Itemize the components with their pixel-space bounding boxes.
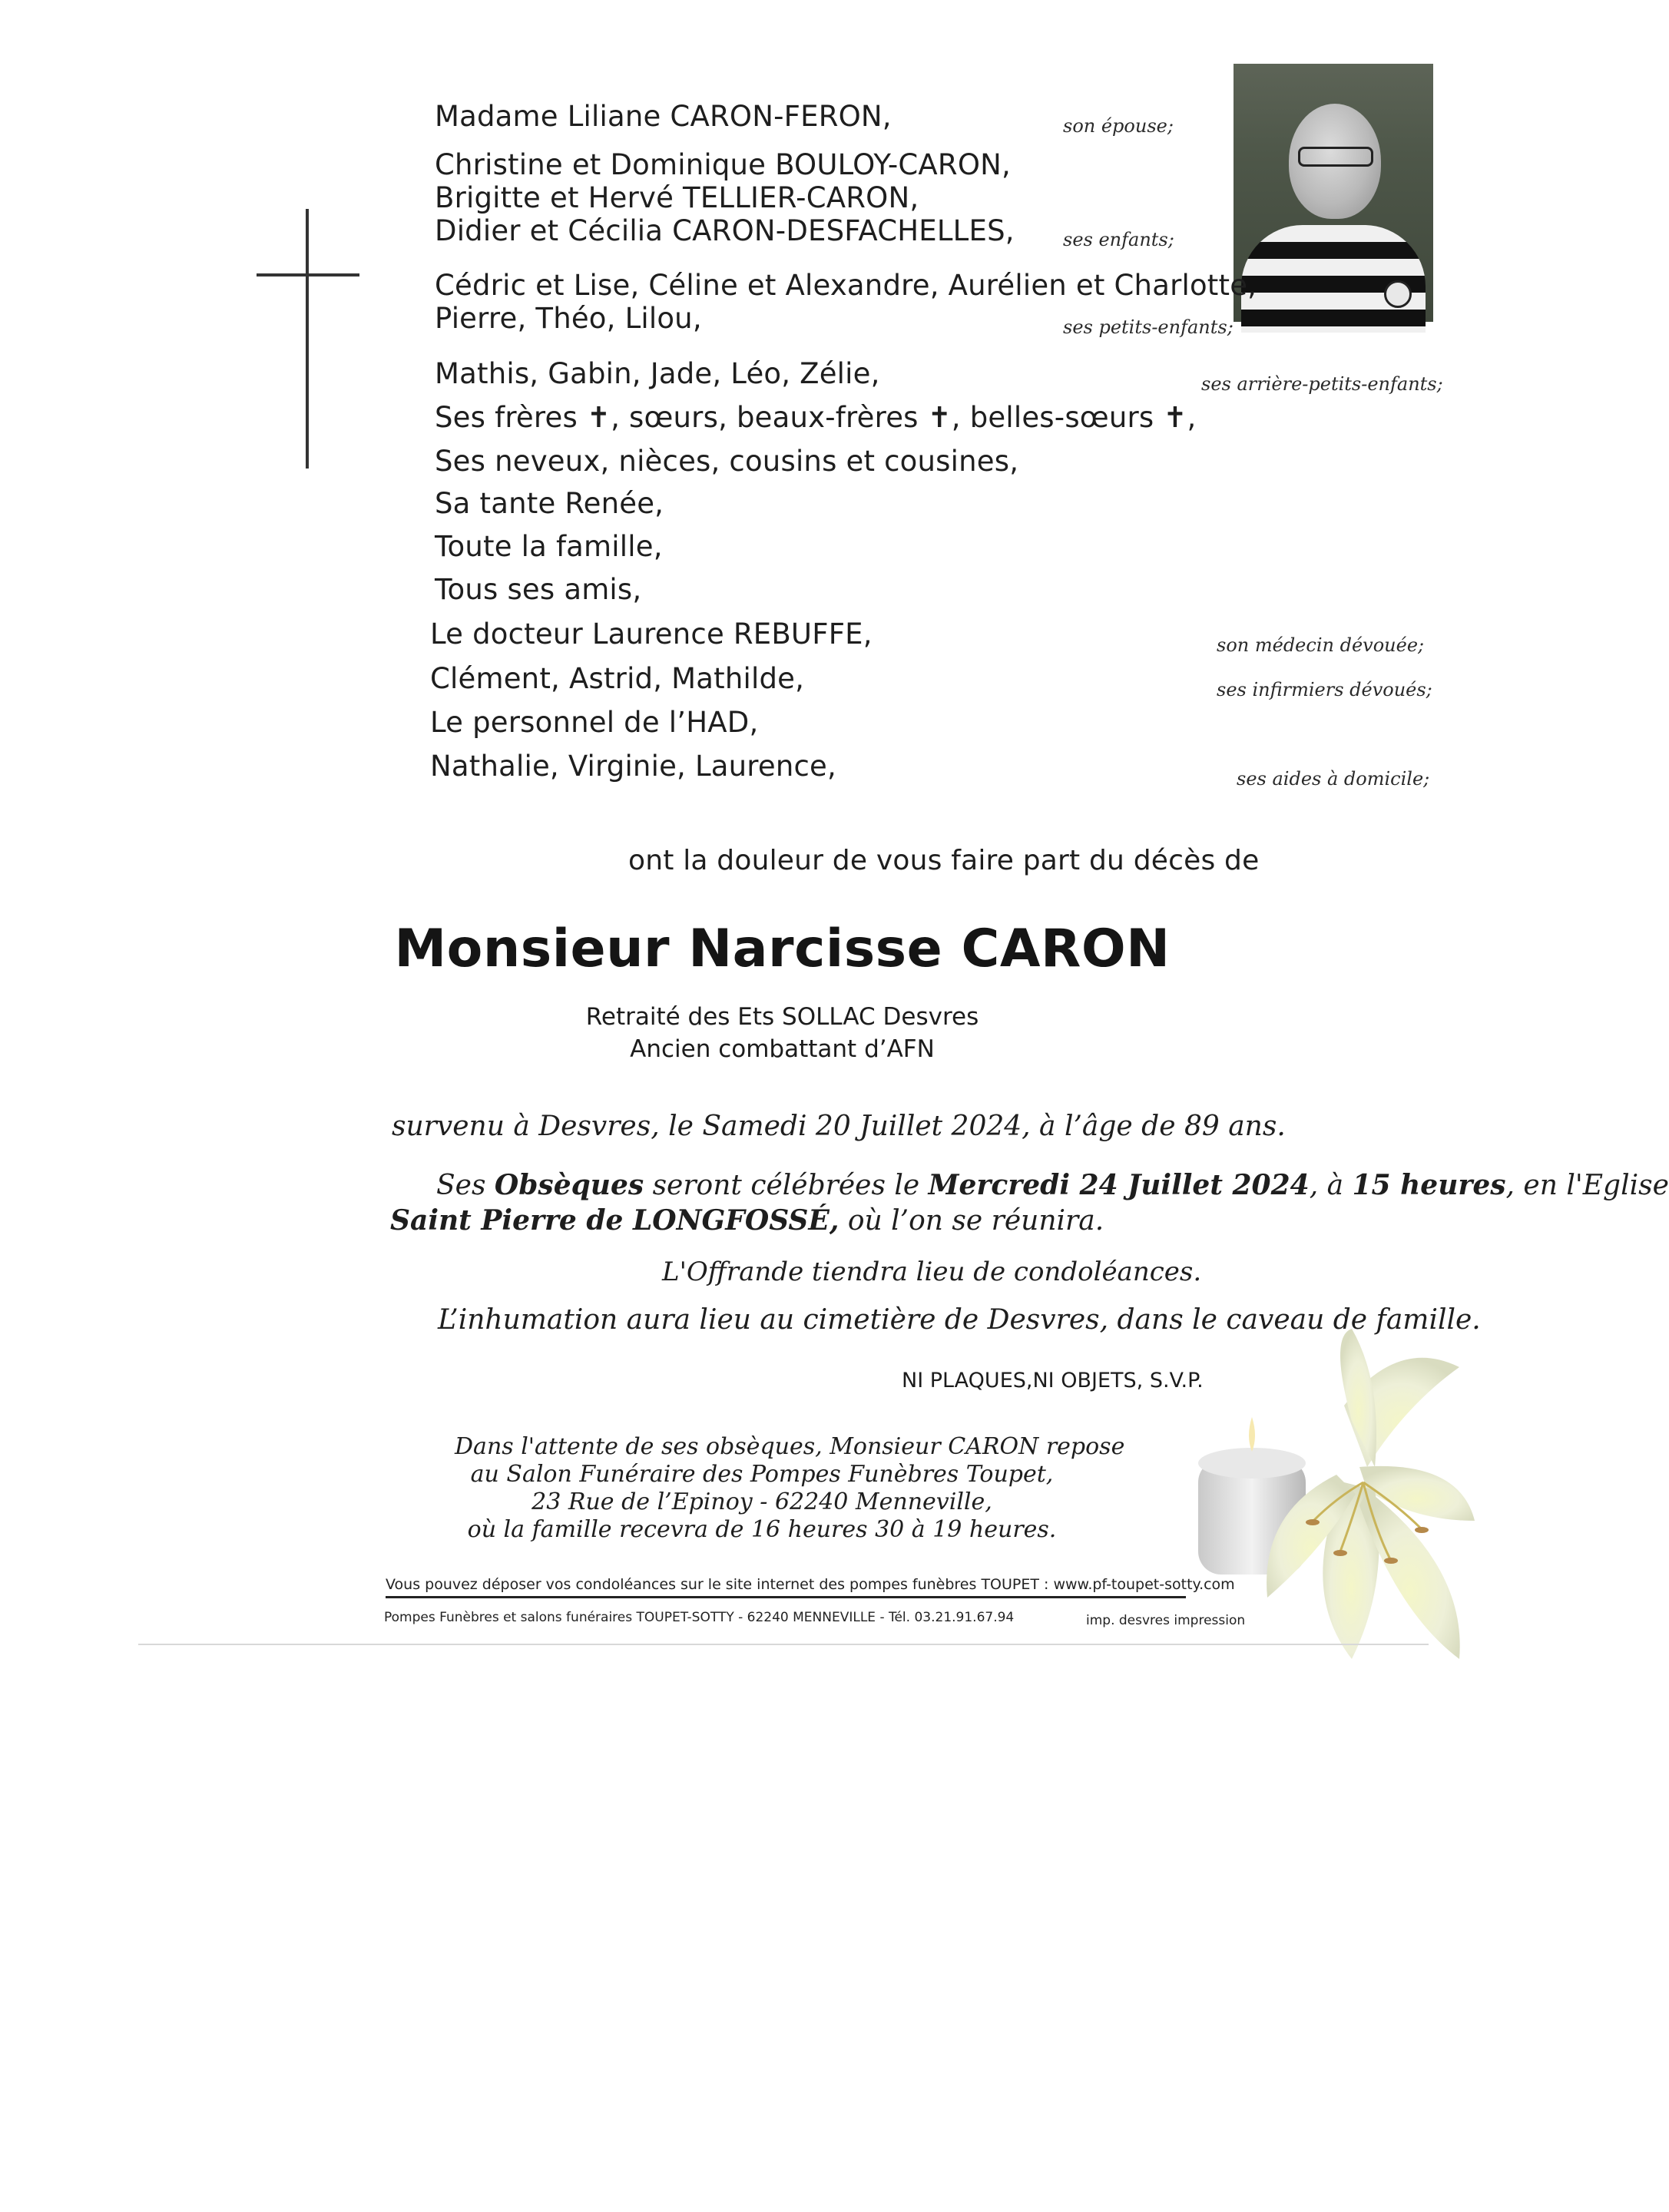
footer-printer: imp. desvres impression [1086,1613,1246,1628]
repose-line-3: où la famille recevra de 16 heures 30 à 19 heures. [467,1516,1057,1543]
funeral-text-1: Ses [436,1170,495,1201]
funeral-text-4: , en l'Eglise [1505,1170,1669,1201]
funeral-text-2: seront célébrées le [644,1170,929,1201]
death-info: survenu à Desvres, le Samedi 20 Juillet 2024, à l’âge de 89 ans. [392,1111,1286,1142]
family-name-14: Le personnel de l’HAD, [430,706,759,739]
family-name-10: Toute la famille, [435,530,663,563]
no-flowers-text: NI PLAQUES,NI OBJETS, S.V.P. [902,1369,1204,1392]
funeral-bold-4: Saint Pierre de LONGFOSSÉ, [390,1204,839,1237]
portrait-badge [1384,280,1412,308]
family-relation-12: son médecin dévouée; [1217,634,1425,656]
repose-line-2: 23 Rue de l’Epinoy - 62240 Menneville, [531,1488,992,1515]
portrait-glasses [1298,147,1373,167]
family-name-1: Christine et Dominique BOULOY-CARON, [435,148,1012,181]
burial-text: L’inhumation aura lieu au cimetière de Desvres, dans le caveau de famille. [438,1304,1481,1336]
family-name-7: Ses frères ✝, sœurs, beaux-frères ✝, belles-sœurs ✝, [435,401,1197,434]
deceased-line2: Ancien combattant d’AFN [630,1035,935,1063]
family-name-12: Le docteur Laurence REBUFFE, [430,618,873,651]
family-name-15: Nathalie, Virginie, Laurence, [430,750,836,783]
family-relation-3: ses enfants; [1063,229,1174,250]
repose-line-1: au Salon Funéraire des Pompes Funèbres Toupet, [470,1461,1054,1488]
funeral-line2 [390,1204,1104,1237]
offering-text: L'Offrande tiendra lieu de condoléances. [662,1257,1202,1287]
family-relation-6: ses arrière-petits-enfants; [1201,373,1443,395]
announcement-text: ont la douleur de vous faire part du décès de [628,845,1260,876]
divider-line [386,1596,1186,1598]
lily-candle-illustration [1167,1336,1475,1659]
cross-icon-vertical [306,209,309,469]
family-relation-0: son épouse; [1063,115,1174,137]
funeral-bold-3: 15 heures [1352,1169,1506,1201]
deceased-line1: Retraité des Ets SOLLAC Desvres [585,1003,979,1031]
family-name-5: Pierre, Théo, Lilou, [435,302,702,335]
funeral-bold-2: Mercredi 24 Juillet 2024 [928,1169,1310,1201]
family-name-6: Mathis, Gabin, Jade, Léo, Zélie, [435,357,880,390]
funeral-text-3: , à [1309,1170,1353,1201]
family-relation-5: ses petits-enfants; [1063,316,1234,338]
portrait-shirt [1241,225,1426,333]
footer-funeral-home: Pompes Funèbres et salons funéraires TOUPET-SOTTY - 62240 MENNEVILLE - Tél. 03.21.91.67.94 [384,1610,1015,1625]
cross-icon-horizontal [257,273,359,276]
repose-line-0: Dans l'attente de ses obsèques, Monsieur CARON repose [455,1433,1125,1460]
portrait-photo [1234,64,1433,322]
family-name-0: Madame Liliane CARON-FERON, [435,100,892,133]
family-name-13: Clément, Astrid, Mathilde, [430,662,805,695]
family-name-9: Sa tante Renée, [435,487,664,520]
funeral-line1 [436,1169,1669,1201]
funeral-bold-1: Obsèques [494,1169,644,1201]
family-name-2: Brigitte et Hervé TELLIER-CARON, [435,181,919,214]
page-bottom-rule [138,1644,1429,1645]
family-relation-13: ses infirmiers dévoués; [1217,679,1432,700]
family-relation-15: ses aides à domicile; [1237,768,1430,790]
funeral-text-5: où l’on se réunira. [839,1205,1104,1237]
condolences-note: Vous pouvez déposer vos condoléances sur le site internet des pompes funèbres TOUPET : www.pf-toupet-sotty.com [386,1576,1235,1593]
family-name-8: Ses neveux, nièces, cousins et cousines, [435,445,1019,478]
family-name-4: Cédric et Lise, Céline et Alexandre, Aurélien et Charlotte, [435,269,1257,302]
family-name-3: Didier et Cécilia CARON-DESFACHELLES, [435,214,1015,247]
family-name-11: Tous ses amis, [435,573,642,606]
deceased-name: Monsieur Narcisse CARON [394,919,1171,979]
